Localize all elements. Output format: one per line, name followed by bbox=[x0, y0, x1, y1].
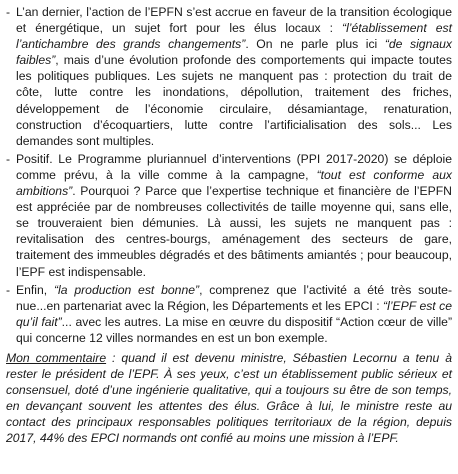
bullet-dash: - bbox=[6, 282, 11, 297]
paragraph-text: L’an dernier, l’action de l’EPFN s’est accrue en faveur de la transition écologique et énergétique, un sujet fort pour les élus locaux : bbox=[16, 5, 452, 36]
bullet-item-1 bbox=[6, 4, 452, 149]
comment-paragraph bbox=[6, 350, 452, 447]
quote: “tout est conforme aux ambitions” bbox=[16, 167, 452, 199]
comment-text: : quand il est devenu ministre, Sébastien Lecornu a tenu à rester le président de l’EPF. À ses yeux, c’est un établissement public sérieux et consensuel, doté d’une ingénierie qualitative, qui a toujours su être de son temps, en devançant souvent les attentes des élus. Grâce à lui, le ministre reste au contact des principaux responsables politiques territoriaux de la région, depuis 2017, 44% des EPCI normands ont confié au moins une mission à l’EPF. bbox=[6, 350, 452, 446]
bullet-dash: - bbox=[6, 151, 11, 166]
comment-label: Mon commentaire bbox=[6, 350, 107, 365]
bullet-item-2 bbox=[6, 151, 452, 280]
paragraph-text: , mais d’une évolution profonde des comportements qui impacte toutes les politiques publiques. Les sujets ne manquent pas : protection du trait de côte, lutte contre les inondations, dépollution, traitement des friches, développement de l’économie circulaire, désamiantage, renaturation, construction d’écoquartiers, lutte contre l’artificialisation des sols... Les demandes sont multiples. bbox=[16, 53, 452, 148]
quote: “l’EPF est ce qu’il fait” bbox=[16, 298, 453, 329]
quote: “l’établissement est l’antichambre des grands changements” bbox=[16, 21, 452, 52]
bullet-dash: - bbox=[6, 5, 11, 19]
quote: “la production est bonne” bbox=[53, 282, 200, 297]
paragraph-text: . Pourquoi ? Parce que l’expertise technique et financière de l’EPFN est appréciée par de nombreuses collectivités de taille moyenne qui, sans elle, se trouveraient bien démunies. Là aussi, les sujets ne manquent pas : revitalisation des centres-bourgs, aménagement des secteurs de gare, traitement des immeubles dégradés et des bâtiments amiantés ; pour beaucoup, l’EPF est indispensable. bbox=[16, 184, 452, 279]
paragraph-text: Positif. Le Programme pluriannuel d’interventions (PPI 2017-2020) se déploie comme prévu, à la ville comme à la campagne, bbox=[16, 151, 452, 182]
bullet-item-3 bbox=[6, 282, 452, 346]
quote: “de signaux faibles” bbox=[16, 37, 453, 68]
paragraph-text: ... avec les autres. La mise en œuvre du dispositif “Action cœur de ville” qui concerne 12 villes normandes en est un bon exemple. bbox=[16, 314, 453, 345]
paragraph-text: , comprenez que l’activité a été très soutenue...en partenariat avec la Région, les Départements et les EPCI : bbox=[16, 282, 452, 313]
paragraph-text: . On ne parle plus ici bbox=[245, 37, 385, 52]
paragraph-text: Enfin, bbox=[16, 282, 54, 297]
bullet-list bbox=[6, 4, 452, 346]
